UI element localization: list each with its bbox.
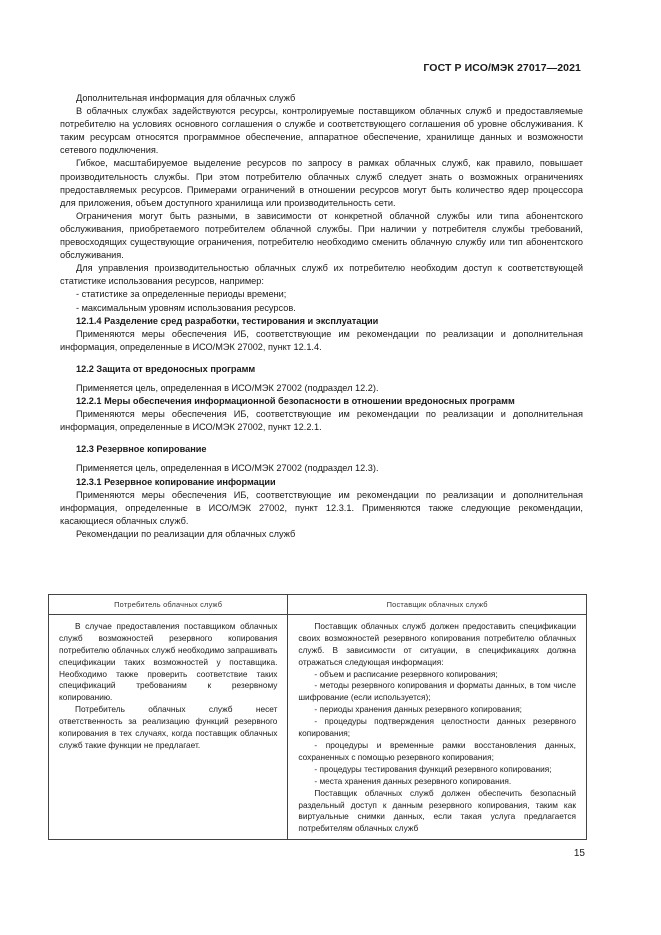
list-item: - статистике за определенные периоды времени; [76, 289, 287, 300]
cell-list-item: - методы резервного копирования и форматы данных, в том числе шифрование (если используется); [298, 680, 576, 703]
cell-list-item: - процедуры и временные рамки восстановления данных, сохраненных с помощью резервного копирования; [298, 739, 576, 762]
column-header-consumer: Потребитель облачных служб [49, 595, 288, 615]
consumer-cell [49, 614, 288, 839]
paragraph: Гибкое, масштабируемое выделение ресурсов по запросу в рамках облачных служб, как правило, повышает производительность службы. При этом потребителю облачных служб следует знать о возможных ограничениях предоставляемых ресурсов. Примерами ограничений в отношении ресурсов могут быть количество ядер процессора для приложения, объем доступного хранилища или производительность сети. [60, 158, 583, 208]
table-header-row [49, 595, 587, 615]
paragraph: Применяется цель, определенная в ИСО/МЭК 27002 (подраздел 12.3). [76, 463, 379, 474]
cell-list-item: - объем и расписание резервного копирования; [314, 668, 498, 679]
section-heading-12-2-1: 12.2.1 Меры обеспечения информационной безопасности в отношении вредоносных программ [76, 396, 515, 407]
table-row [49, 614, 587, 839]
section-heading-12-3: 12.3 Резервное копирование [76, 444, 207, 455]
paragraph: Применяются меры обеспечения ИБ, соответствующие им рекомендации по реализации и дополнительная информация, определенные в ИСО/МЭК 27002, пункт 12.2.1. [60, 409, 583, 433]
cell-paragraph: В случае предоставления поставщиком облачных служб возможностей резервного копирования потребителю облачных служб необходимо запрашивать спецификации таких возможностей у поставщика. Необходимо также проверить соответствие таких спецификаций требованиям к резервному копированию. [59, 620, 278, 703]
cell-paragraph: Потребитель облачных служб несет ответственность за реализацию функций резервного копирования в тех случаях, когда поставщик облачных служб такие функции не предлагает. [59, 704, 278, 750]
paragraph: Для управления производительностью облачных служб их потребителю необходим доступ к соответствующей статистике использования ресурсов, например: [60, 263, 583, 287]
cell-list-item: - процедуры тестирования функций резервного копирования; [314, 763, 552, 774]
provider-cell [288, 614, 587, 839]
section-heading-12-3-1: 12.3.1 Резервное копирование информации [76, 476, 276, 487]
section-heading-12-1-4: 12.1.4 Разделение сред разработки, тестирования и эксплуатации [76, 315, 379, 326]
cell-list-item: - процедуры подтверждения целостности данных резервного копирования; [298, 716, 576, 739]
cell-list-item: - периоды хранения данных резервного копирования; [314, 704, 522, 715]
paragraph: Применяются меры обеспечения ИБ, соответствующие им рекомендации по реализации и дополнительная информация, определенные в ИСО/МЭК 27002, пункт 12.1.4. [60, 328, 583, 352]
paragraph: Рекомендации по реализации для облачных служб [76, 528, 296, 539]
cell-paragraph: Поставщик облачных служб должен обеспечить безопасный раздельный доступ к данным резервного копирования, таким как виртуальные снимки данных, если такая услуга предлагается потребителям облачных служб [298, 787, 576, 834]
paragraph: Применяется цель, определенная в ИСО/МЭК 27002 (подраздел 12.2). [76, 382, 379, 393]
document-body [60, 92, 583, 541]
paragraph: В облачных службах задействуются ресурсы, контролируемые поставщиком облачных служб и предоставляемые потребителю на условиях основного соглашения о службе и соответствующего соглашения об уровне обслуживания. К таким ресурсам относятся программное обеспечение, аппаратное обеспечение, хранилище данных и возможности сетевого подключения. [60, 106, 583, 156]
paragraph: Ограничения могут быть разными, в зависимости от конкретной облачной службы или типа абонентского обслуживания, приобретаемого потребителем облачной службы. При наличии у потребителя службы требований, превосходящих существующие ограничения, потребителю необходимо сменить облачную службу или тип абонентского обслуживания. [60, 210, 583, 261]
section-heading-12-2: 12.2 Защита от вредоносных программ [76, 363, 256, 374]
document-header: ГОСТ Р ИСО/МЭК 27017—2021 [423, 62, 581, 74]
recommendations-table [48, 594, 587, 840]
cell-paragraph: Поставщик облачных служб должен предоставить спецификации своих возможностей резервного копирования потребителю облачных служб. В зависимости от ситуации, в спецификациях должна отражаться следующая информация: [298, 620, 576, 667]
list-item: - максимальным уровням использования ресурсов. [76, 302, 296, 313]
paragraph: Применяются меры обеспечения ИБ, соответствующие им рекомендации по реализации и дополнительная информация, определенные в ИСО/МЭК 27002, пункт 12.3.1. Применяются также следующие рекомендации, касающиеся облачных служб. [60, 489, 583, 526]
paragraph: Дополнительная информация для облачных служб [76, 93, 296, 103]
column-header-provider: Поставщик облачных служб [288, 595, 587, 615]
cell-list-item: - места хранения данных резервного копирования. [314, 775, 512, 786]
page-number: 15 [573, 848, 585, 859]
